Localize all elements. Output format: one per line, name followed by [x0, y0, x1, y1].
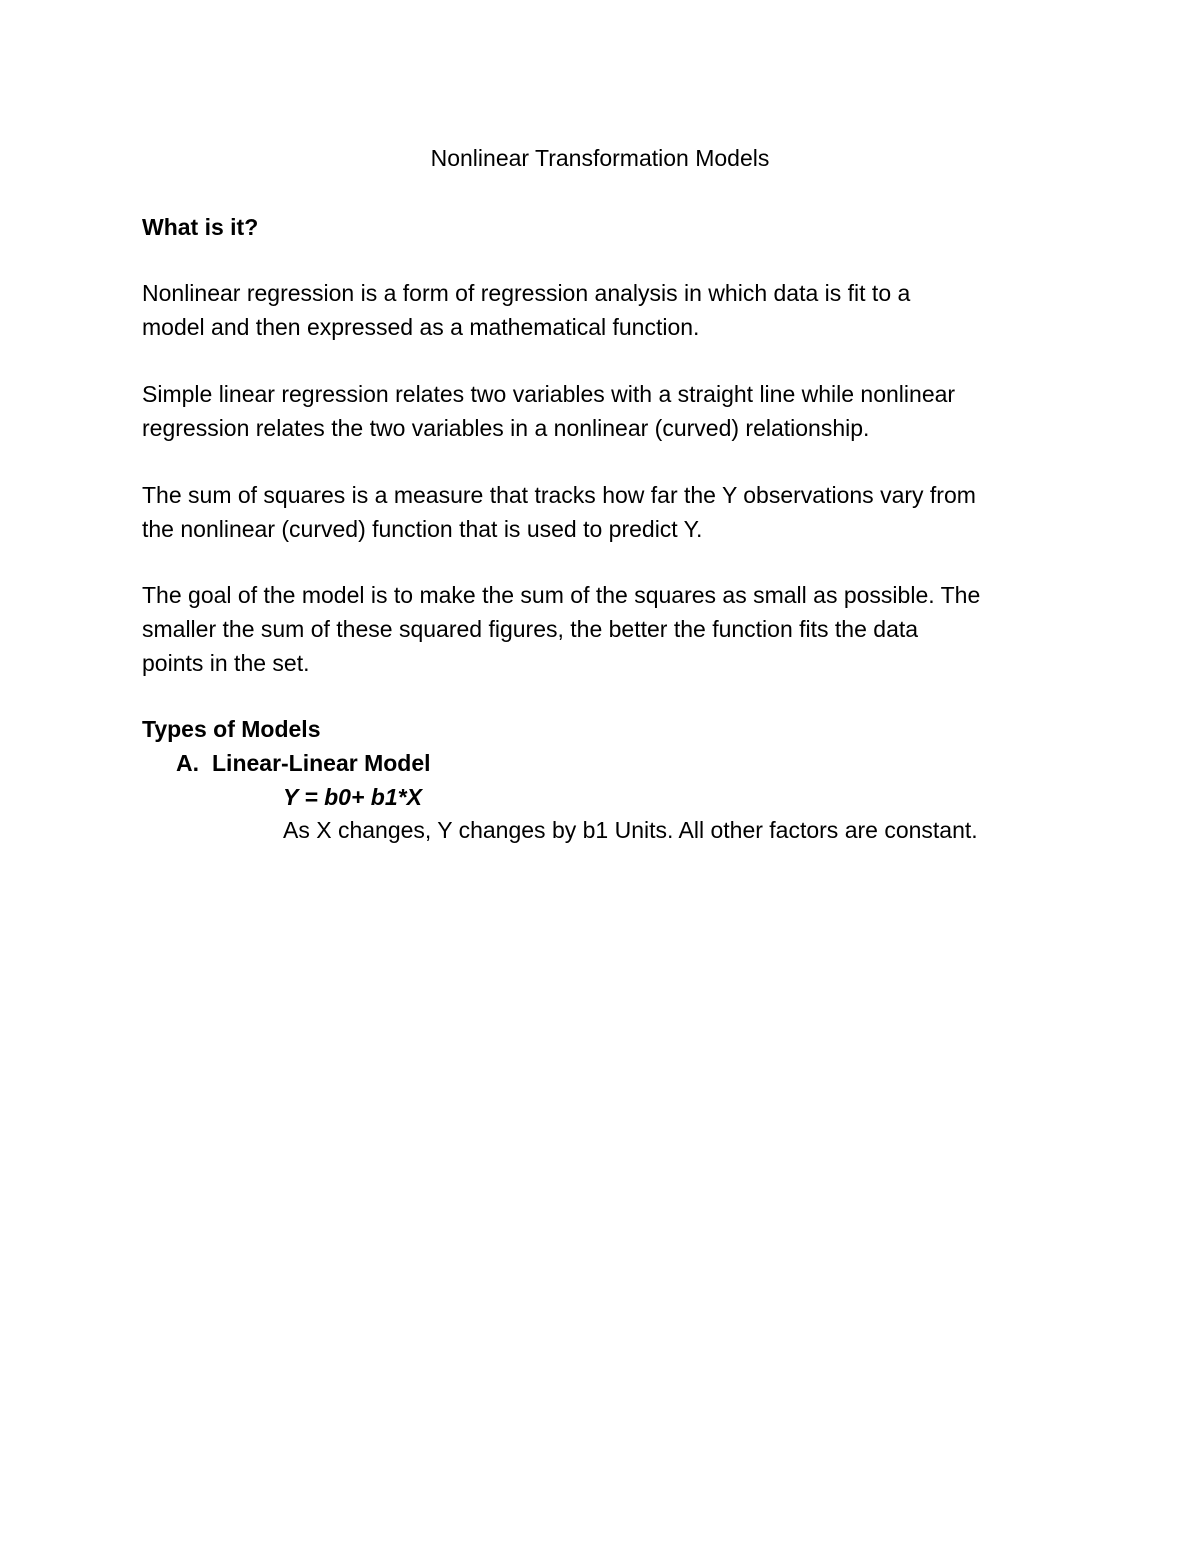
paragraph-line: smaller the sum of these squared figures, the better the function fits the data [142, 616, 919, 642]
paragraph-line: the nonlinear (curved) function that is used to predict Y. [142, 516, 703, 542]
paragraph-line: The goal of the model is to make the sum of the squares as small as possible. The [142, 582, 981, 608]
paragraph-line: Nonlinear regression is a form of regression analysis in which data is fit to a [142, 280, 911, 306]
list-marker: A. [176, 750, 199, 776]
paragraph-line: Simple linear regression relates two variables with a straight line while nonlinear [142, 381, 956, 407]
paragraph-line: model and then expressed as a mathematical function. [142, 314, 700, 340]
section-heading-what-is-it: What is it? [142, 214, 259, 240]
model-name: Linear-Linear Model [212, 750, 431, 776]
paragraph-definition [142, 276, 1062, 344]
paragraph-line: regression relates the two variables in a nonlinear (curved) relationship. [142, 415, 870, 441]
section-heading-types-of-models: Types of Models [142, 716, 321, 742]
model-list-item [176, 746, 431, 780]
document-title: Nonlinear Transformation Models [430, 145, 770, 171]
paragraph-simple-vs-nonlinear [142, 377, 1062, 445]
paragraph-line: The sum of squares is a measure that tracks how far the Y observations vary from [142, 482, 976, 508]
model-description: As X changes, Y changes by b1 Units. All other factors are constant. [283, 817, 978, 843]
paragraph-goal [142, 578, 1062, 680]
model-formula: Y = b0+ b1*X [283, 784, 422, 810]
paragraph-line: points in the set. [142, 650, 310, 676]
paragraph-sum-of-squares [142, 478, 1062, 546]
